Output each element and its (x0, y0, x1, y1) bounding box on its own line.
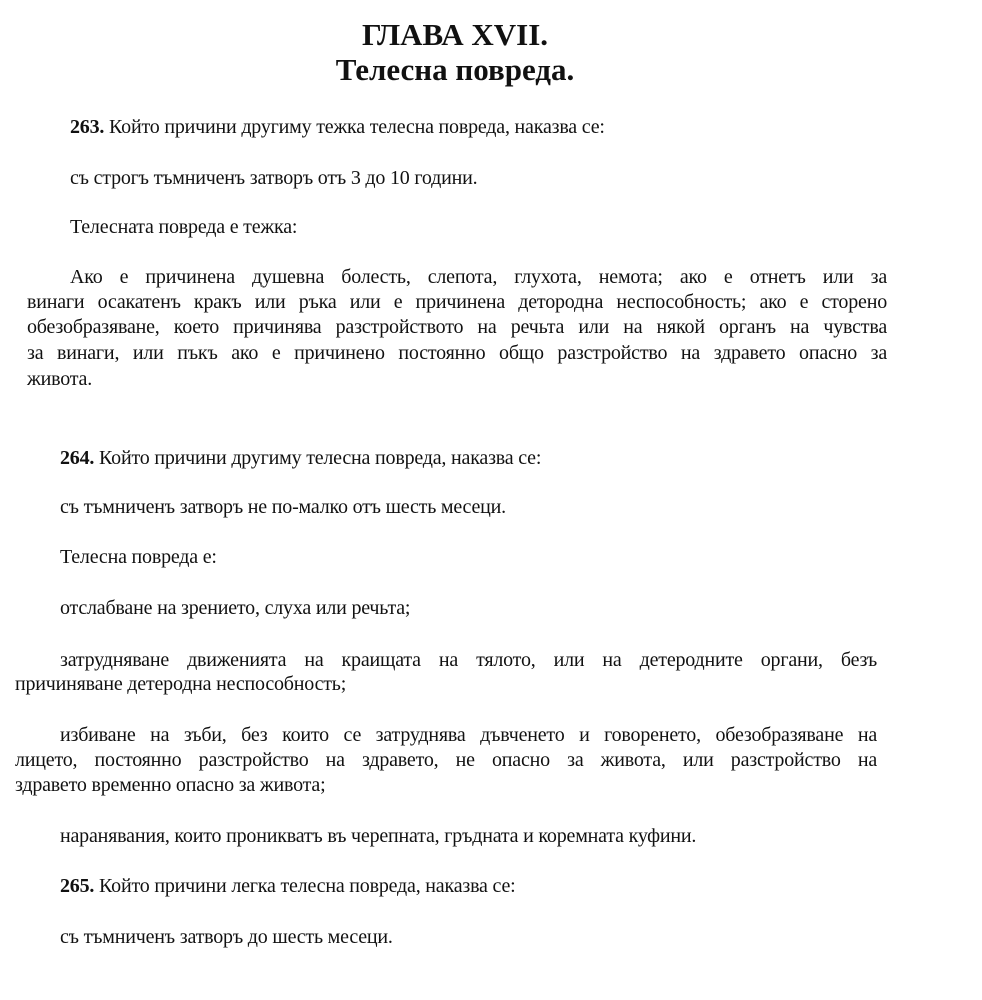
paragraph-line: живота. (27, 368, 93, 390)
paragraph-line: за винаги, или пъкъ ако е причинено постоянно общо разстройство на здравето опасно за (27, 342, 887, 364)
article-265-intro (60, 874, 516, 898)
article-263-penalty: съ строгъ тъмниченъ затворъ отъ 3 до 10 години. (70, 167, 478, 189)
article-264-intro (60, 446, 541, 470)
list-item: отслабване на зрението, слуха или речьта; (60, 597, 411, 619)
list-item-line: здравето временно опасно за живота; (15, 774, 326, 796)
article-264-penalty: съ тъмниченъ затворъ не по-малко отъ шесть месеци. (60, 496, 506, 518)
article-number: 264. (60, 447, 95, 469)
article-text: Който причини другиму телесна повреда, наказва се: (99, 447, 542, 469)
list-item-line: причиняване детеродна неспособность; (15, 673, 347, 695)
article-text: Който причини легка телесна повреда, наказва се: (99, 875, 516, 897)
article-text: Който причини другиму тежка телесна повреда, наказва се: (109, 116, 605, 138)
chapter-title: Телесна повреда. (335, 52, 575, 87)
list-item: затрудняване движенията на краищата на тялото, или на детеродните органи, безъ (60, 649, 877, 671)
paragraph-line: винаги осакатенъ кракъ или ръка или е причинена детородна неспособность; ако е сторено (27, 291, 887, 313)
article-265-penalty: съ тъмниченъ затворъ до шесть месеци. (60, 926, 393, 948)
article-263-definition-heading: Телесната повреда е тежка: (70, 216, 298, 238)
list-item: наранявания, които проникватъ въ черепната, гръдната и коремната куфини. (60, 825, 697, 847)
article-number: 265. (60, 875, 95, 897)
article-264-definition-heading: Телесна повреда е: (60, 546, 217, 568)
paragraph-line: обезобразяване, което причинява разстройството на речьта или на някой органъ на чувства (27, 316, 887, 338)
article-263-intro (70, 115, 605, 139)
article-number: 263. (70, 116, 105, 138)
list-item-line: лицето, постоянно разстройство на здравето, не опасно за живота, или разстройство на (15, 749, 877, 771)
paragraph-line: Ако е причинена душевна болесть, слепота, глухота, немота; ако е отнетъ или за (70, 266, 887, 288)
list-item: избиване на зъби, без които се затруднява дъвченето и говоренето, обезобразяване на (60, 724, 877, 746)
chapter-number: ГЛАВА XVII. (361, 17, 549, 52)
